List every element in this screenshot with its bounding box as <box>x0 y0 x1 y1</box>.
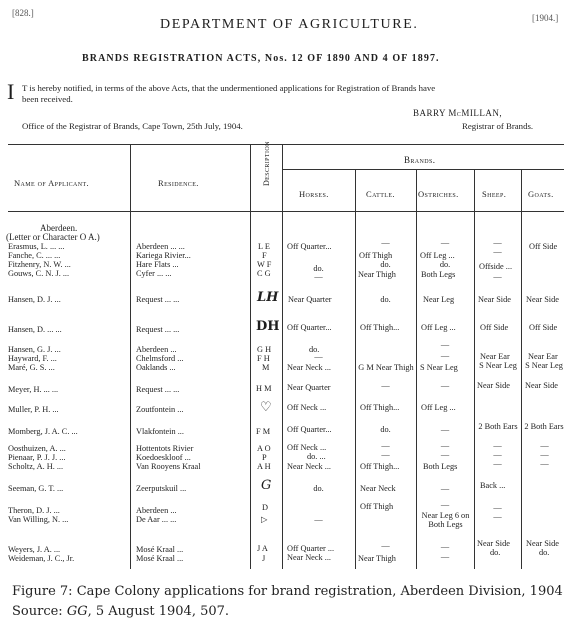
table-row-horses: — <box>314 515 323 524</box>
table-row-residence: Oaklands ... <box>136 363 176 372</box>
table-row-description: D <box>262 503 268 512</box>
table-row-ostriches: — <box>440 351 450 360</box>
figure-source <box>12 604 229 619</box>
column-header-cattle: Cattle. <box>366 189 395 199</box>
source-suffix: , 5 August 1904, 507. <box>87 604 230 619</box>
table-row-residence: Mosé Kraal ... <box>136 554 184 563</box>
table-row-name: Theron, D. J. ... <box>8 506 60 515</box>
table-row-horses: Near Neck ... <box>287 553 331 562</box>
table-row-cattle: — <box>381 450 390 459</box>
table-row-name: Weideman, J. C., Jr. <box>8 554 75 563</box>
table-row-description: C G <box>257 269 271 278</box>
table-row-description: W F <box>257 260 272 269</box>
col-divider-horses <box>355 169 356 569</box>
table-row-residence: Aberdeen ... <box>136 506 177 515</box>
table-row-cattle: — <box>381 541 390 550</box>
column-header-ostriches: Ostriches. <box>418 189 459 199</box>
source-prefix: Source: <box>12 604 67 619</box>
office-line: Office of the Registrar of Brands, Cape Town, 25th July, 1904. <box>22 121 243 131</box>
table-row-name: Hansen, D. ... ... <box>8 325 62 334</box>
signatory-name: BARRY McMILLAN, <box>413 108 503 118</box>
table-row-residence: Hare Flats ... <box>136 260 179 269</box>
table-row-ostriches: Off Leg ... <box>421 403 456 412</box>
table-row-goats: Off Side <box>529 323 558 332</box>
table-row-name: Muller, P. H. ... <box>8 405 59 414</box>
signatory-title: Registrar of Brands. <box>462 121 534 131</box>
column-header-description: Description <box>262 141 271 186</box>
table-row-ostriches: — <box>440 381 450 390</box>
table-row-description: L E <box>258 242 270 251</box>
table-row-goats: do. <box>539 548 550 557</box>
table-row-residence: Request ... ... <box>136 295 180 304</box>
table-row-ostriches: — <box>440 441 450 450</box>
table-row-residence: Chelmsford ... <box>136 354 184 363</box>
department-title: DEPARTMENT OF AGRICULTURE. <box>160 17 419 32</box>
source-publication: GG <box>66 604 88 619</box>
table-row-cattle: Off Thigh... <box>360 403 400 412</box>
table-row-cattle: — <box>381 441 390 450</box>
table-row-residence: Request ... ... <box>136 385 180 394</box>
table-row-cattle: Near Thigh <box>358 270 396 279</box>
table-row-ostriches: do. <box>439 260 451 269</box>
table-top-rule <box>8 144 564 145</box>
table-row-sheep: do. <box>490 548 501 557</box>
table-row-horses: — <box>314 352 323 361</box>
table-row-horses: Off Neck ... <box>287 403 327 412</box>
table-row-name: Seeman, G. T. ... <box>8 484 64 493</box>
col-divider-name <box>130 144 131 569</box>
table-row-description: F <box>262 251 267 260</box>
table-row-name: Fanche, C. ... ... <box>8 251 61 260</box>
table-row-sheep: — <box>493 503 502 512</box>
table-row-cattle: do. <box>380 425 391 434</box>
table-row-name: Hansen, D. J. ... <box>8 295 61 304</box>
table-row-cattle: Off Thigh <box>360 502 394 511</box>
notice-line-2: been received. <box>22 94 73 104</box>
table-row-cattle: — <box>381 238 390 247</box>
column-header-brands: Brands. <box>404 155 436 165</box>
column-header-horses: Horses. <box>299 189 329 199</box>
column-header-sheep: Sheep. <box>482 189 507 199</box>
col-divider-cattle <box>416 169 417 569</box>
table-row-description: A O <box>257 444 271 453</box>
table-row-ostriches: — <box>440 484 450 493</box>
table-row-residence: Vlakfontein ... <box>136 427 184 436</box>
table-row-ostriches: Off Leg ... <box>421 323 456 332</box>
column-header-residence: Residence. <box>158 178 199 188</box>
table-row-sheep: Off Side <box>480 323 509 332</box>
table-row-goats: Near Side <box>525 381 558 390</box>
table-row-cattle: — <box>381 381 390 390</box>
table-row-name: Hansen, G. J. ... <box>8 345 61 354</box>
section-letter-note: (Letter or Character O A.) <box>6 232 100 242</box>
table-row-ostriches: — <box>440 425 450 434</box>
table-row-goats: — <box>540 441 549 450</box>
table-row-ostriches: Off Leg ... <box>420 251 455 260</box>
table-row-goats: Near Ear <box>528 352 558 361</box>
table-row-ostriches: Near Leg 6 on Both Legs <box>421 511 470 529</box>
table-row-sheep: Back ... <box>480 481 506 490</box>
table-row-goats: — <box>540 450 549 459</box>
table-row-horses: Near Quarter <box>287 383 331 392</box>
table-row-description: J A <box>257 544 268 553</box>
table-row-residence: Aberdeen ... ... <box>136 242 185 251</box>
table-row-residence: Request ... ... <box>136 325 180 334</box>
table-row-description: F M <box>256 427 271 436</box>
table-row-sheep: — <box>493 247 502 256</box>
page-number-right: [1904.] <box>532 13 559 23</box>
table-row-description: M <box>262 363 270 372</box>
table-row-sheep: 2 Both Ears <box>478 422 518 431</box>
table-row-residence: Zeerputskuil ... <box>136 484 187 493</box>
table-row-cattle: Near Neck <box>360 484 396 493</box>
column-header-goats: Goats. <box>528 189 554 199</box>
table-row-cattle: do. <box>380 260 391 269</box>
table-row-goats: — <box>540 459 549 468</box>
table-row-residence: Kariega Rivier... <box>136 251 191 260</box>
table-row-horses: Near Neck ... <box>287 462 331 471</box>
table-row-name: Scholtz, A. H. ... <box>8 462 64 471</box>
table-row-name: Hayward, F. ... <box>8 354 57 363</box>
table-row-horses: Off Quarter... <box>287 425 332 434</box>
table-row-description: F H <box>257 354 270 363</box>
table-row-name: Maré, G. S. ... <box>8 363 55 372</box>
table-row-residence: De Aar ... ... <box>136 515 177 524</box>
table-row-ostriches: — <box>440 552 450 561</box>
table-row-ostriches: Near Leg <box>423 295 455 304</box>
table-row-name: Momberg, J. A. C. ... <box>8 427 78 436</box>
table-header-bottom-rule <box>8 211 564 212</box>
table-row-sheep: — <box>493 272 502 281</box>
table-row-horses: do. ... <box>307 452 326 461</box>
table-row-cattle: Near Thigh <box>358 554 396 563</box>
table-row-description: LH <box>257 290 279 305</box>
table-row-goats: 2 Both Ears <box>524 422 564 431</box>
notice-dropcap: I <box>7 79 15 104</box>
table-row-sheep: — <box>493 450 502 459</box>
table-row-sheep: Near Side <box>477 539 510 548</box>
table-row-residence: Mosé Kraal ... <box>136 545 184 554</box>
col-divider-residence <box>250 144 251 569</box>
table-row-cattle: Off Thigh <box>359 251 393 260</box>
table-row-goats: Near Side <box>526 539 559 548</box>
table-row-ostriches: S Near Leg <box>420 363 458 372</box>
table-row-ostriches: Both Legs <box>423 462 458 471</box>
table-row-sheep: — <box>493 459 502 468</box>
table-row-name: Weyers, J. A. ... <box>8 545 61 554</box>
table-row-cattle: G M Near Thigh <box>358 363 414 372</box>
table-row-sheep: Offside ... <box>479 262 513 271</box>
table-row-sheep: Near Side <box>478 295 511 304</box>
table-row-horses: do. <box>313 264 324 273</box>
table-row-sheep: Near Side <box>477 381 510 390</box>
table-row-horses: do. <box>313 484 324 493</box>
table-row-ostriches: — <box>440 500 450 509</box>
table-row-description: DH <box>256 319 280 334</box>
table-row-goats: Near Side <box>526 295 559 304</box>
table-row-description: P <box>262 453 267 462</box>
table-row-sheep: — <box>493 238 502 247</box>
table-row-sheep: Near Ear <box>480 352 510 361</box>
table-row-ostriches: — <box>440 340 450 349</box>
table-row-description: G <box>261 478 272 493</box>
table-row-name: Meyer, H. ... ... <box>8 385 59 394</box>
table-row-horses: Off Neck ... <box>287 443 327 452</box>
section-place: Aberdeen. <box>40 223 78 233</box>
table-row-horses: Near Neck ... <box>287 363 331 372</box>
table-row-residence: Aberdeen ... <box>136 345 177 354</box>
table-row-name: Van Willing, N. ... <box>8 515 69 524</box>
table-row-residence: Hottentots Rivier <box>136 444 194 453</box>
table-row-description: ♡ <box>260 400 272 415</box>
table-row-name: Oosthuizen, A. ... <box>8 444 66 453</box>
table-row-sheep: — <box>493 441 502 450</box>
table-row-ostriches: — <box>440 450 450 459</box>
table-row-horses: Near Quarter <box>288 295 332 304</box>
table-row-horses: Off Quarter... <box>287 242 332 251</box>
table-row-horses: — <box>314 272 323 281</box>
figure-caption: Figure 7: Cape Colony applications for brand registration, Aberdeen Division, 1904 <box>12 584 563 599</box>
table-row-name: Gouws, C. N. J. ... <box>8 269 70 278</box>
table-row-cattle: Off Thigh... <box>360 462 400 471</box>
table-row-description: ▷ <box>261 515 268 524</box>
table-row-ostriches: — <box>440 542 450 551</box>
table-row-description: A H <box>257 462 271 471</box>
column-header-name: Name of Applicant. <box>14 178 90 188</box>
table-row-description: J <box>262 554 266 563</box>
table-row-goats: Off Side <box>529 242 558 251</box>
table-row-ostriches: — <box>440 238 450 247</box>
table-row-name: Erasmus, L. ... ... <box>8 242 65 251</box>
table-row-name: Pienaar, P. J. J. ... <box>8 453 66 462</box>
notice-line-1: T is hereby notified, in terms of the above Acts, that the undermentioned applications for Registration of Brands have <box>22 83 436 93</box>
table-row-horses: do. <box>309 345 320 354</box>
page-number-left: [828.] <box>12 8 34 18</box>
table-row-description: H M <box>256 384 272 393</box>
table-row-residence: Van Rooyens Kraal <box>136 462 201 471</box>
table-row-cattle: do. <box>380 295 391 304</box>
table-row-name: Fitzhenry, N. W. ... <box>8 260 71 269</box>
table-row-residence: Cyfer ... ... <box>136 269 172 278</box>
table-row-ostriches: Both Legs <box>421 270 456 279</box>
table-row-sheep: — <box>493 512 502 521</box>
table-row-sheep: S Near Leg <box>479 361 517 370</box>
table-row-goats: S Near Leg <box>525 361 563 370</box>
table-row-description: G H <box>257 345 272 354</box>
acts-title: BRANDS REGISTRATION ACTS, Nos. 12 OF 1890 AND 4 OF 1897. <box>82 53 440 64</box>
table-row-horses: Off Quarter... <box>287 323 332 332</box>
table-row-horses: Off Quarter ... <box>287 544 335 553</box>
table-row-cattle: Off Thigh... <box>360 323 400 332</box>
table-row-residence: Zoutfontein ... <box>136 405 184 414</box>
table-row-residence: Koedoeskloof ... <box>136 453 191 462</box>
